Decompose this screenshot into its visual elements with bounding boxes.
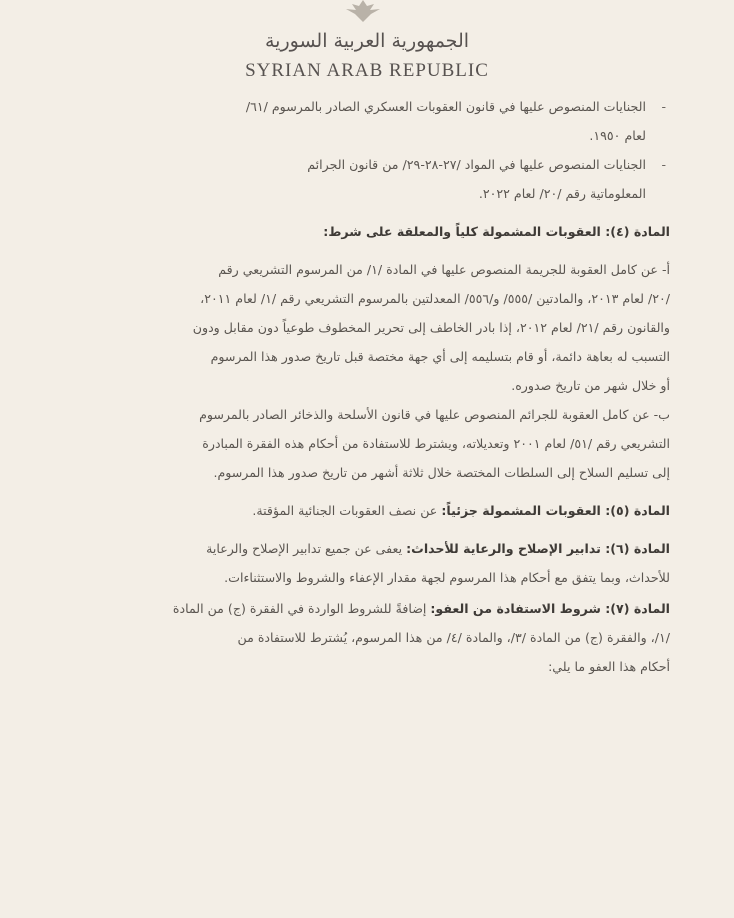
- paragraph-line: /١/، والفقرة (ج) من المادة /٣/، والمادة /٤/ من هذا المرسوم، يُشترط للاستفادة من: [237, 630, 670, 645]
- bullet-line: المعلوماتية رقم /٢٠/ لعام ٢٠٢٢.: [478, 186, 646, 201]
- article-7-heading: المادة (٧): شروط الاستفادة من العفو:: [430, 601, 670, 616]
- paragraph-line: إلى تسليم السلاح إلى السلطات المختصة خلال ثلاثة أشهر من تاريخ صدور هذا المرسوم.: [213, 465, 670, 480]
- paragraph-line: أ- عن كامل العقوبة للجريمة المنصوص عليها في المادة /١/ من المرسوم التشريعي رقم: [218, 262, 670, 277]
- paragraph-line: التسبب له بعاهة دائمة، أو قام بتسليمه إلى أي جهة مختصة قبل تاريخ صدور هذا المرسوم: [210, 349, 670, 364]
- article-4-heading: المادة (٤): العقوبات المشمولة كلياً والمعلقة على شرط:: [323, 224, 670, 239]
- list-item: [84, 150, 670, 208]
- bullet-line: لعام ١٩٥٠.: [589, 128, 646, 143]
- decree-body: [84, 92, 670, 681]
- article-5: [84, 496, 670, 525]
- paragraph-line: أحكام هذا العفو ما يلي:: [548, 659, 670, 674]
- paragraph-line: أو خلال شهر من تاريخ صدوره.: [511, 378, 670, 393]
- article-6-heading: المادة (٦): تدابير الإصلاح والرعاية للأحداث:: [406, 541, 670, 556]
- country-name-arabic: الجمهورية العربية السورية: [264, 30, 470, 52]
- article-7: [84, 594, 670, 623]
- article-5-heading: المادة (٥): العقوبات المشمولة جزئياً:: [441, 503, 670, 518]
- list-item: [84, 92, 670, 150]
- article-6-text: يعفى عن جميع تدابير الإصلاح والرعاية: [206, 541, 407, 556]
- article-6: [84, 534, 670, 563]
- article-7-text: إضافةً للشروط الواردة في الفقرة (ج) من المادة: [172, 601, 431, 616]
- bullet-line: - الجنايات المنصوص عليها في المواد /٢٧-٢٨-٢٩/ من قانون الجرائم: [307, 157, 646, 172]
- paragraph-line: ب- عن كامل العقوبة للجرائم المنصوص عليها في قانون الأسلحة والذخائر الصادر بالمرسوم: [199, 407, 670, 422]
- paragraph-line: والقانون رقم /٢١/ لعام ٢٠١٢، إذا بادر الخاطف إلى تحرير المخطوف طوعياً دون مقابل ودون: [192, 320, 670, 335]
- bullet-line: - الجنايات المنصوص عليها في قانون العقوبات العسكري الصادر بالمرسوم /٦١/: [245, 99, 646, 114]
- article-5-text: عن نصف العقوبات الجنائية المؤقتة.: [252, 503, 442, 518]
- country-name-english: SYRIAN ARAB REPUBLIC: [245, 60, 489, 81]
- paragraph-line: للأحداث، وبما يتفق مع أحكام هذا المرسوم لجهة مقدار الإعفاء والشروط والاستثناءات.: [224, 570, 670, 585]
- paragraph-line: /٢٠/ لعام ٢٠١٣، والمادتين /٥٥٥/ و/٥٥٦/ المعدلتين بالمرسوم التشريعي رقم /١/ لعام ٢٠١١،: [200, 291, 670, 306]
- eagle-emblem-icon: [340, 0, 386, 22]
- paragraph-line: التشريعي رقم /٥١/ لعام ٢٠٠١ وتعديلاته، ويشترط للاستفادة من أحكام هذه الفقرة المبادرة: [202, 436, 670, 451]
